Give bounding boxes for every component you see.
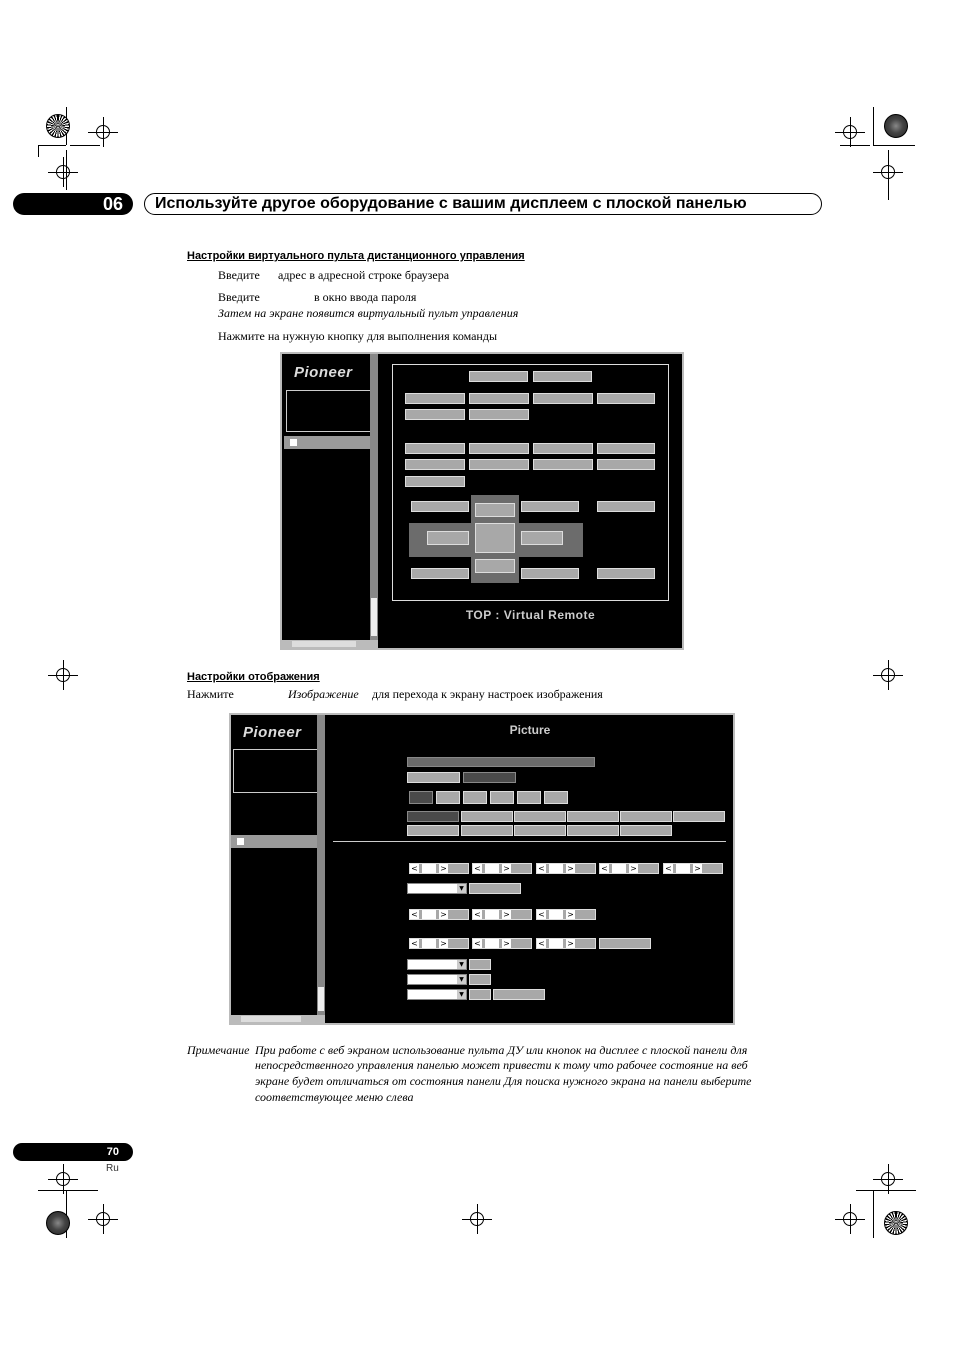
registration-cross-icon (881, 1172, 895, 1186)
section-heading-display: Настройки отображения (187, 671, 320, 683)
remote-button[interactable] (411, 501, 469, 512)
av-mode-button[interactable] (673, 811, 725, 822)
divider (333, 841, 726, 842)
registration-target-icon (884, 1211, 908, 1235)
picture-stepper[interactable]: < > (409, 909, 469, 920)
sidebar-item-selected[interactable] (231, 835, 317, 848)
registration-cross-icon (96, 125, 110, 139)
remote-button[interactable] (597, 459, 655, 470)
picture-button[interactable] (469, 974, 491, 985)
sidebar-frame (233, 749, 319, 793)
remote-button[interactable] (469, 393, 529, 404)
registration-disk-icon (884, 114, 908, 138)
scrollbar-thumb[interactable] (318, 987, 324, 1011)
remote-button[interactable] (533, 371, 592, 382)
remote-button[interactable] (469, 371, 528, 382)
scrollbar-thumb[interactable] (371, 598, 377, 636)
remote-button[interactable] (405, 476, 465, 487)
input-select-button[interactable] (463, 791, 487, 804)
pioneer-logo: Pioneer (294, 364, 353, 381)
step-2-note: Затем на экране появится виртуальный пульт управления (218, 306, 519, 320)
picture-stepper[interactable]: < > (409, 938, 469, 949)
remote-button[interactable] (405, 443, 465, 454)
remote-button[interactable] (597, 443, 655, 454)
page-number: 70 (13, 1143, 133, 1161)
picture-button[interactable] (469, 883, 521, 894)
scrollbar-h-thumb[interactable] (292, 641, 356, 647)
remote-button[interactable] (469, 459, 529, 470)
registration-cross-icon (843, 1212, 857, 1226)
registration-target-icon (46, 114, 70, 138)
picture-stepper[interactable]: < > (472, 863, 532, 874)
picture-stepper[interactable]: < > (536, 909, 596, 920)
picture-stepper[interactable]: < > (536, 863, 596, 874)
input-select-button[interactable] (544, 791, 568, 804)
picture-dropdown[interactable]: ▼ (407, 959, 467, 970)
remote-screen-caption: TOP : Virtual Remote (465, 608, 596, 622)
av-mode-button[interactable] (620, 811, 672, 822)
dpad-right-button[interactable] (521, 531, 563, 545)
display-step-prefix: Нажмите (187, 687, 234, 701)
picture-stepper[interactable]: < > (599, 863, 659, 874)
av-mode-button[interactable] (567, 811, 619, 822)
note-line-1: При работе с веб экраном использование пульта ДУ или кнопок на дисплее с плоской панели для (255, 1043, 748, 1057)
scrollbar-h-thumb[interactable] (241, 1016, 301, 1022)
remote-button[interactable] (597, 393, 655, 404)
remote-button[interactable] (597, 568, 655, 579)
av-mode-button[interactable] (407, 811, 459, 822)
registration-cross-icon (843, 125, 857, 139)
display-step-text: для перехода к экрану настроек изображения (372, 687, 603, 701)
remote-button[interactable] (411, 568, 469, 579)
picture-stepper[interactable]: < > (472, 938, 532, 949)
note-line-2: непосредственного управления панелью может привести к тому что рабочее состояние на веб (255, 1058, 748, 1072)
remote-button[interactable] (405, 409, 465, 420)
remote-button[interactable] (405, 459, 465, 470)
remote-button[interactable] (597, 501, 655, 512)
registration-disk-icon (46, 1211, 70, 1235)
chapter-number: 06 (13, 193, 133, 215)
step-3-text: Нажмите на нужную кнопку для выполнения команды (218, 329, 498, 343)
chapter-title: Используйте другое оборудование с вашим дисплеем с плоской панелью (144, 193, 822, 215)
sidebar-frame (286, 390, 372, 432)
picture-dropdown[interactable]: ▼ (407, 883, 467, 894)
picture-status-bar (407, 757, 595, 767)
av-mode-button[interactable] (514, 825, 566, 836)
picture-button[interactable] (469, 959, 491, 970)
input-select-button[interactable] (490, 791, 514, 804)
picture-stepper[interactable]: < > (472, 909, 532, 920)
virtual-remote-screenshot (280, 352, 684, 650)
dpad-up-button[interactable] (475, 503, 515, 517)
remote-button[interactable] (521, 568, 579, 579)
dpad-down-button[interactable] (475, 559, 515, 573)
picture-button[interactable] (599, 938, 651, 949)
step-2-text: в окно ввода пароля (314, 290, 417, 304)
picture-dropdown[interactable]: ▼ (407, 974, 467, 985)
input-select-button[interactable] (436, 791, 460, 804)
av-mode-button[interactable] (514, 811, 566, 822)
input-select-button[interactable] (517, 791, 541, 804)
registration-cross-icon (56, 1172, 70, 1186)
remote-button[interactable] (533, 459, 593, 470)
display-step-menu: Изображение (288, 687, 359, 701)
registration-cross-icon (881, 165, 895, 179)
note-line-3: экране будет отличаться от состояния панели Для поиска нужного экрана на панели выберите (255, 1074, 752, 1088)
dpad-left-button[interactable] (427, 531, 469, 545)
remote-button[interactable] (533, 443, 593, 454)
remote-panel (392, 364, 669, 601)
language-code: Ru (106, 1163, 119, 1174)
remote-button[interactable] (469, 443, 529, 454)
av-mode-button[interactable] (567, 825, 619, 836)
pioneer-logo: Pioneer (243, 724, 302, 741)
sidebar-item-selected[interactable] (284, 436, 370, 449)
remote-button[interactable] (521, 501, 579, 512)
registration-cross-icon (56, 668, 70, 682)
remote-button[interactable] (405, 393, 465, 404)
input-select-button[interactable] (409, 791, 433, 804)
picture-button[interactable] (469, 989, 491, 1000)
picture-tab-button[interactable] (463, 772, 516, 783)
av-mode-button[interactable] (461, 811, 513, 822)
step-1-prefix: Введите (218, 268, 260, 282)
section-heading-virtual-remote: Настройки виртуального пульта дистанционного управления (187, 250, 525, 262)
note-line-4: соответствующее меню слева (255, 1090, 414, 1104)
picture-stepper[interactable]: < > (663, 863, 723, 874)
picture-dropdown[interactable]: ▼ (407, 989, 467, 1000)
remote-button[interactable] (469, 409, 529, 420)
av-mode-button[interactable] (407, 825, 459, 836)
dpad-enter-button[interactable] (475, 523, 515, 553)
registration-cross-icon (881, 668, 895, 682)
registration-cross-icon (470, 1212, 484, 1226)
note-label: Примечание (187, 1043, 250, 1057)
av-mode-button[interactable] (620, 825, 672, 836)
picture-stepper[interactable]: < > (409, 863, 469, 874)
registration-cross-icon (56, 165, 70, 179)
av-mode-button[interactable] (461, 825, 513, 836)
picture-screen-title: Picture (509, 723, 551, 737)
picture-settings-screenshot (229, 713, 735, 1025)
remote-button[interactable] (533, 393, 593, 404)
step-1-text: адрес в адресной строке браузера (278, 268, 450, 282)
registration-cross-icon (96, 1212, 110, 1226)
step-2-prefix: Введите (218, 290, 260, 304)
scrollbar-vertical[interactable] (317, 715, 325, 1015)
picture-tab-button[interactable] (407, 772, 460, 783)
picture-button[interactable] (493, 989, 545, 1000)
picture-stepper[interactable]: < > (536, 938, 596, 949)
